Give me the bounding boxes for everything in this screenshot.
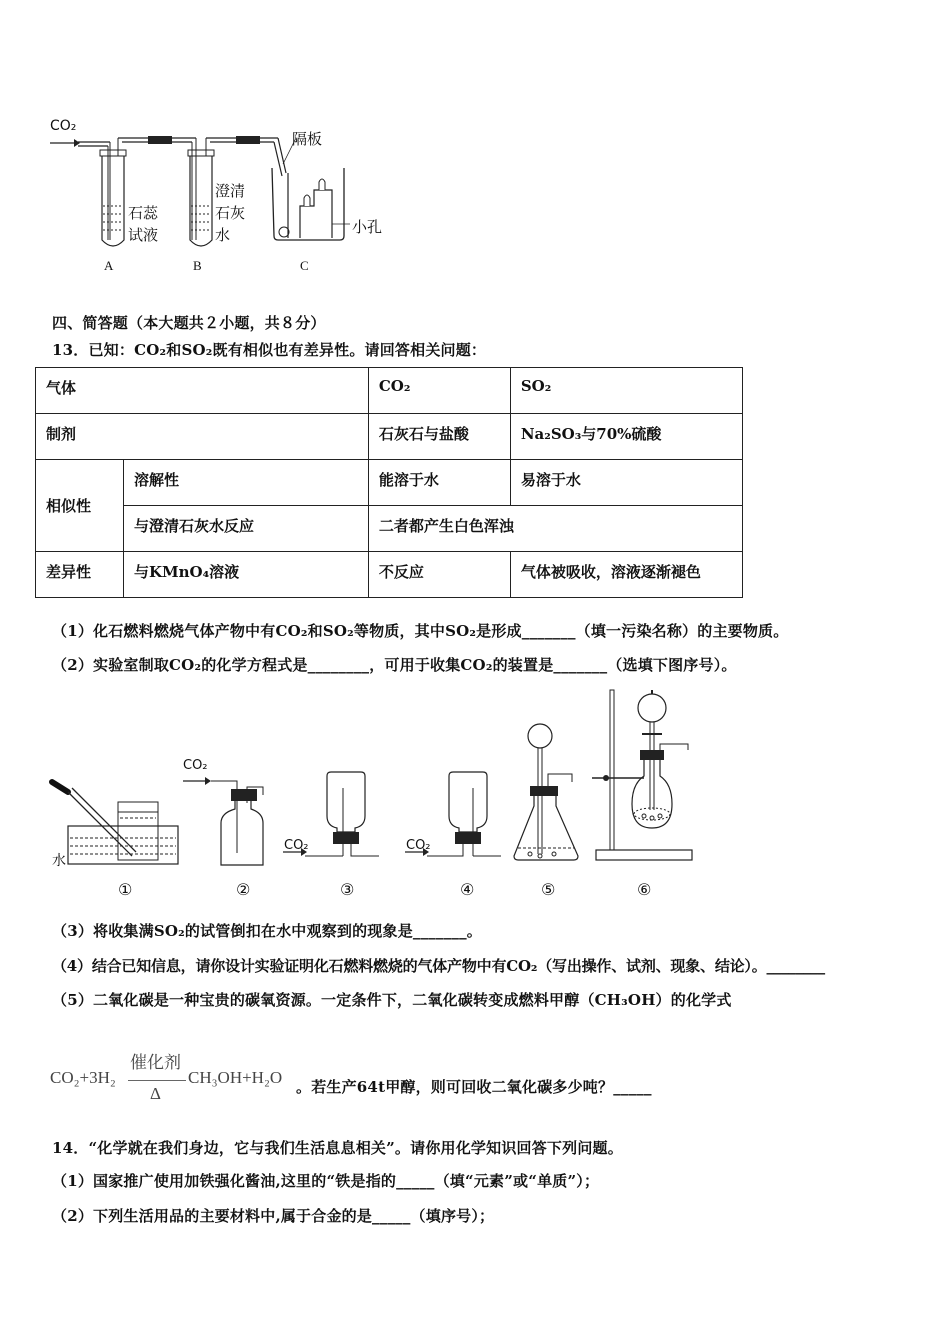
co2-label-4: CO₂: [406, 838, 431, 853]
table-cell: 气体: [36, 368, 369, 414]
table-cell: 石灰石与盐酸: [368, 414, 510, 460]
q13-part-4: （4）结合已知信息，请你设计实验证明化石燃料燃烧的气体产物中有CO₂（写出操作、试剂、现象、结论）。________: [52, 957, 825, 975]
iron-stand-flask-drawing: [592, 690, 696, 865]
q13-part-2: （2）实验室制取CO₂的化学方程式是________，可用于收集CO₂的装置是_______（选填下图序号）。: [52, 656, 737, 674]
apparatus-number-4: ④: [460, 880, 475, 899]
equation-condition: Δ: [150, 1084, 161, 1103]
apparatus-number-3: ③: [340, 880, 355, 899]
inlet-arrow-icon: [50, 138, 80, 148]
equation-catalyst: 催化剂: [130, 1053, 181, 1072]
caption-b: B: [193, 258, 202, 273]
q13-part-3: （3）将收集满SO₂的试管倒扣在水中观察到的现象是_______。: [52, 922, 483, 940]
table-row: [36, 414, 743, 460]
table-cell: 差异性: [36, 552, 124, 598]
co2-label-3: CO₂: [284, 838, 309, 853]
table-cell: 相似性: [36, 460, 124, 552]
table-row: [36, 460, 743, 506]
limewater-label-3: 水: [215, 226, 231, 244]
table-cell: 制剂: [36, 414, 369, 460]
table-cell: 能溶于水: [368, 460, 510, 506]
conical-flask-drawing: [510, 722, 590, 864]
apparatus-number-1: ①: [118, 880, 133, 899]
table-cell: 二者都产生白色浑浊: [368, 506, 742, 552]
q13-part-1: （1）化石燃料燃烧气体产物中有CO₂和SO₂等物质，其中SO₂是形成_______（填一污染名称）的主要物质。: [52, 622, 789, 640]
hole-label: 小孔: [352, 218, 383, 236]
table-cell: CO₂: [368, 368, 510, 414]
limewater-label-2: 石灰: [215, 204, 246, 222]
partition-label: 隔板: [292, 130, 323, 148]
q13-stem: 13．已知：CO₂和SO₂既有相似也有差异性。请回答相关问题：: [52, 341, 487, 359]
q14-stem: 14．“化学就在我们身边，它与我们生活息息相关”。请你用化学知识回答下列问题。: [52, 1139, 623, 1157]
table-cell: Na₂SO₃与70%硫酸: [510, 414, 742, 460]
table-row: [36, 506, 743, 552]
co2-inlet-label: CO₂: [50, 118, 77, 134]
equation-left: CO₂+3H₂: [50, 1068, 116, 1087]
caption-c: C: [300, 258, 309, 273]
table-cell: 气体被吸收，溶液逐渐褪色: [510, 552, 742, 598]
table-cell: 与澄清石灰水反应: [124, 506, 369, 552]
table-cell: 溶解性: [124, 460, 369, 506]
apparatus-number-5: ⑤: [541, 880, 556, 899]
water-trough-drawing: [50, 778, 185, 868]
water-label: 水: [52, 853, 66, 869]
apparatus-number-6: ⑥: [637, 880, 652, 899]
q14-part-2: （2）下列生活用品的主要材料中,属于合金的是_____（填序号）；: [52, 1207, 495, 1225]
equation-arrow-line: [128, 1080, 186, 1081]
litmus-label-2: 试液: [128, 226, 159, 244]
table-row: [36, 552, 743, 598]
table-cell: 与KMnO₄溶液: [124, 552, 369, 598]
table-cell: 不反应: [368, 552, 510, 598]
table-cell: 易溶于水: [510, 460, 742, 506]
upright-gas-bottle-drawing: [183, 775, 273, 870]
q14-part-1: （1）国家推广使用加铁强化酱油,这里的“铁是指的_____（填“元素”或“单质”）；: [52, 1172, 600, 1190]
q13-part-5: （5）二氧化碳是一种宝贵的碳氧资源。一定条件下，二氧化碳转变成燃料甲醇（CH₃OH）的化学式: [52, 991, 732, 1009]
table-row: [36, 368, 743, 414]
limewater-label-1: 澄清: [215, 182, 246, 200]
gas-comparison-table: [35, 367, 743, 598]
table-cell: SO₂: [510, 368, 742, 414]
co2-label-2: CO₂: [183, 758, 208, 773]
litmus-label-1: 石蕊: [128, 204, 159, 222]
section-title: 四、简答题（本大题共２小题，共８分）: [52, 314, 326, 332]
caption-a: A: [104, 258, 114, 273]
equation-tail: 。若生产64t甲醇，则可回收二氧化碳多少吨？_____: [296, 1078, 652, 1096]
apparatus-number-2: ②: [236, 880, 251, 899]
equation-right: CH₃OH+H₂O: [188, 1068, 283, 1087]
